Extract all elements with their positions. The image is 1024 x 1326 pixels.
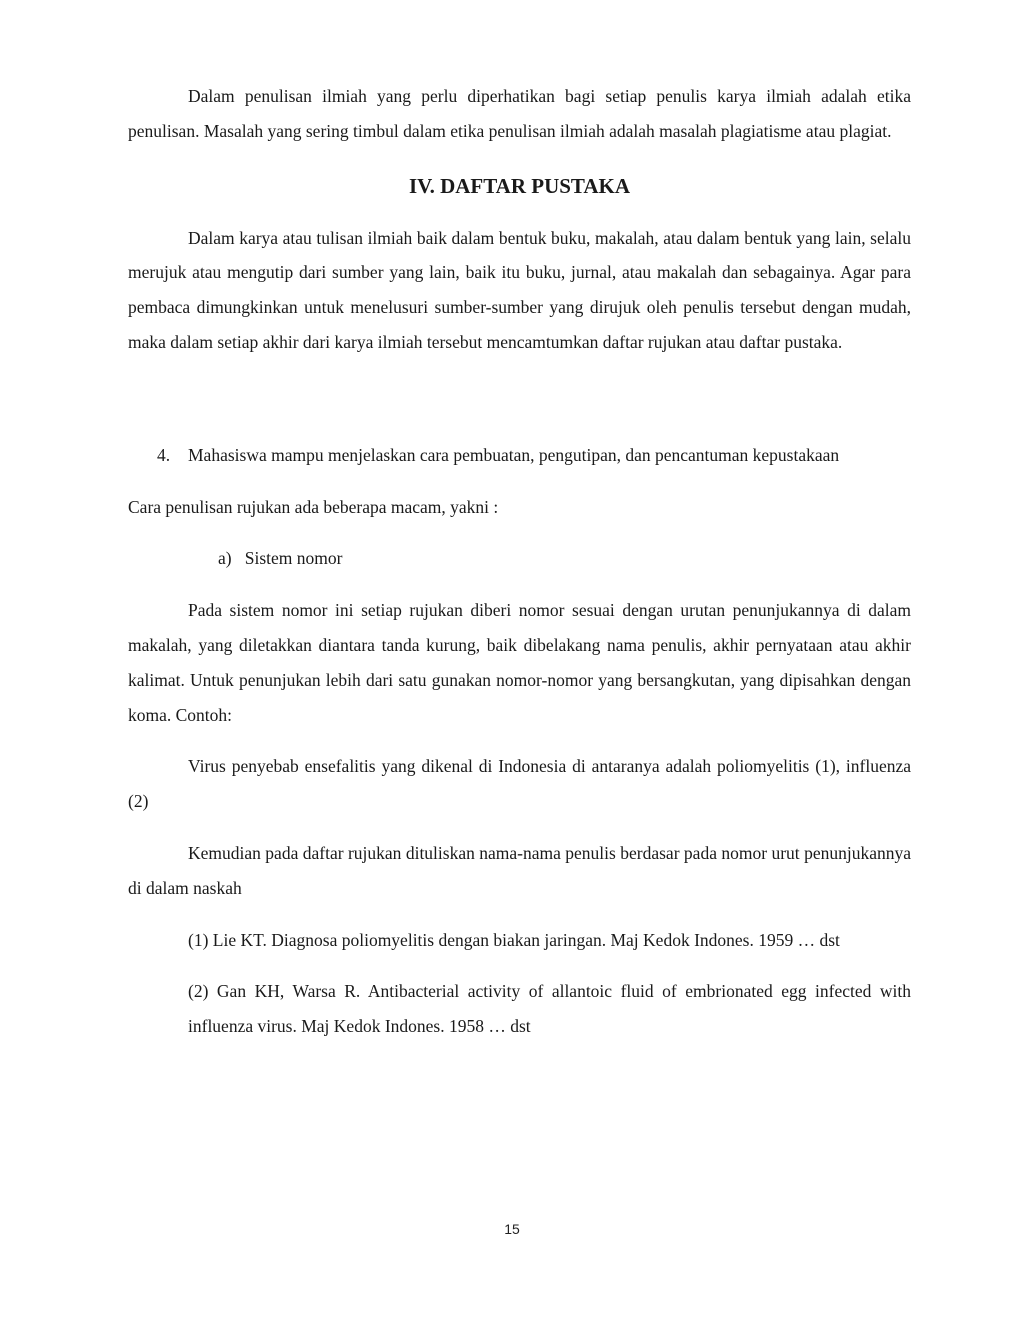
example-paragraph: Virus penyebab ensefalitis yang dikenal di Indonesia di antaranya adalah poliomyelitis (1), influenza (2)	[128, 756, 911, 812]
citation-intro: Cara penulisan rujukan ada beberapa macam, yakni :	[128, 496, 499, 517]
section-paragraph: Dalam karya atau tulisan ilmiah baik dalam bentuk buku, makalah, atau dalam bentuk yang lain, selalu merujuk atau mengutip dari sumber yang lain, baik itu buku, jurnal, atau makalah dan sebagainya. Agar para pembaca dimungkinkan untuk menelusuri sumber-sumber yang dirujuk oleh penulis tersebut dengan mudah, maka dalam setiap akhir dari karya ilmiah tersebut mencamtumkan daftar rujukan atau daftar pustaka.	[128, 227, 911, 352]
reference-item: (2) Gan KH, Warsa R. Antibacterial activity of allantoic fluid of embrionated egg infected with influenza virus. Maj Kedok Indones. 1958 … dst	[188, 981, 911, 1037]
page-number: 15	[504, 1221, 520, 1237]
document-page	[128, 79, 911, 1044]
numbered-list-item	[128, 438, 911, 473]
list-intro-paragraph: Kemudian pada daftar rujukan dituliskan nama-nama penulis berdasar pada nomor urut penunjukannya di dalam naskah	[128, 842, 911, 898]
alpha-text: Sistem nomor	[244, 548, 343, 569]
section-heading: IV. DAFTAR PUSTAKA	[408, 173, 631, 198]
alpha-list-item	[128, 541, 911, 576]
reference-item: (1) Lie KT. Diagnosa poliomyelitis dengan biakan jaringan. Maj Kedok Indones. 1959 … dst	[188, 929, 840, 950]
list-item-text: Mahasiswa mampu menjelaskan cara pembuatan, pengutipan, dan pencantuman kepustakaan	[188, 444, 840, 465]
list-item-number: 4.	[157, 444, 171, 465]
numbering-paragraph: Pada sistem nomor ini setiap rujukan diberi nomor sesuai dengan urutan penunjukannya di dalam makalah, yang diletakkan diantara tanda kurung, baik dibelakang nama penulis, akhir pernyataan atau akhir kalimat. Untuk penunjukan lebih dari satu gunakan nomor-nomor yang bersangkutan, yang dipisahkan dengan koma. Contoh:	[128, 600, 911, 725]
alpha-marker: a)	[218, 548, 232, 569]
intro-paragraph: Dalam penulisan ilmiah yang perlu diperhatikan bagi setiap penulis karya ilmiah adalah etika penulisan. Masalah yang sering timbul dalam etika penulisan ilmiah adalah masalah plagiatisme atau plagiat.	[128, 86, 911, 141]
